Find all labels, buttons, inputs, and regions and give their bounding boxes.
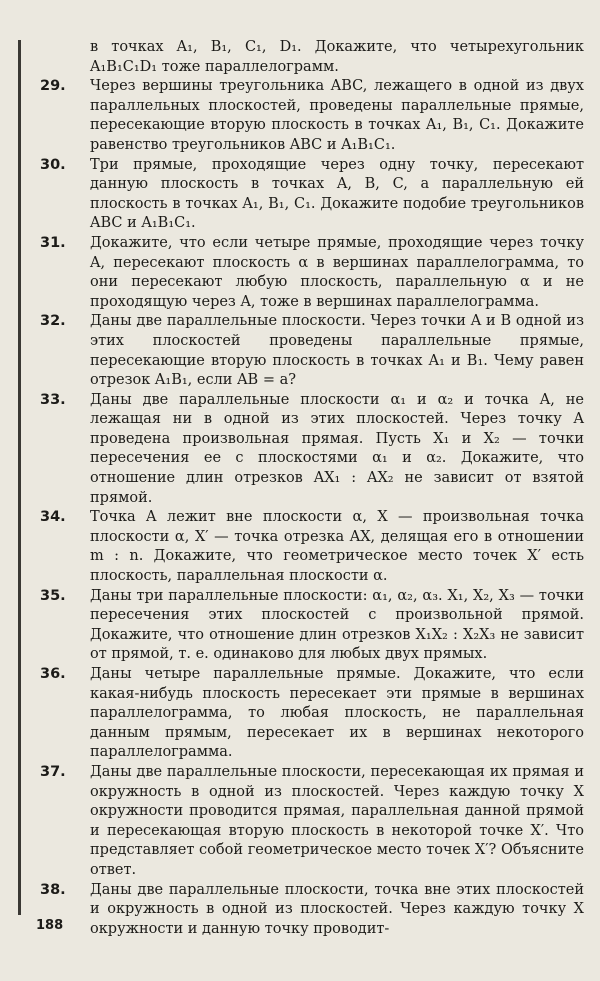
problem-35 [40, 587, 584, 665]
problem-number: 29. [40, 78, 66, 95]
problem-text: Через вершины треугольника ABC, лежащего в одной из двух параллельных плоскостей, проведены параллельные прямые, пересекающие вторую плоскость в точках A₁, B₁, C₁. Докажите равенство треугольников ABC и A₁B₁C₁. [90, 78, 584, 153]
margin-rule [18, 40, 21, 915]
problem-number: 31. [40, 234, 66, 251]
problem-number: 30. [40, 156, 66, 173]
problem-text: Точка A лежит вне плоскости α, X — произвольная точка плоскости α, X′ — точка отрезка AX, делящая его в отношении m : n. Докажите, что геометрическое место точек X′ есть плоскость, параллельная плоскости α. [90, 509, 584, 585]
problem-36 [40, 665, 584, 763]
page-number: 188 [36, 918, 64, 933]
problem-text: Даны две параллельные плоскости, точка вне этих плоскостей и окружность в одной из плоскостей. Через каждую точку X окружности и данную точку проводит- [90, 881, 584, 937]
problem-text: Даны две параллельные плоскости α₁ и α₂ и точка A, не лежащая ни в одной из этих плоскостей. Через точку A проведена произвольная прямая. Пусть X₁ и X₂ — точки пересечения ее с плоскостями α₁ и α₂. Докажите, что отношение длин отрезков AX₁ : AX₂ не зависит от взятой прямой. [90, 391, 584, 506]
problem-number: 37. [40, 763, 66, 780]
problem-number: 35. [40, 587, 66, 604]
problem-33 [40, 391, 584, 509]
problem-number: 32. [40, 313, 66, 330]
problem-29 [40, 77, 584, 155]
problem-text: Даны три параллельные плоскости: α₁, α₂, α₃. X₁, X₂, X₃ — точки пересечения этих плоскостей с произвольной прямой. Докажите, что отношение длин отрезков X₁X₂ : X₂X₃ не зависит от прямой, т. е. одинаково для любых двух прямых. [90, 587, 584, 663]
problem-text: Даны две параллельные плоскости. Через точки A и B одной из этих плоскостей проведены параллельные прямые, пересекающие вторую плоскость в точках A₁ и B₁. Чему равен отрезок A₁B₁, если AB = a? [90, 313, 584, 389]
problem-32 [40, 312, 584, 390]
problem-text: Докажите, что если четыре прямые, проходящие через точку A, пересекают плоскость α в вершинах параллелограмма, то они пересекают любую плоскость, параллельную α и не проходящую через A, тоже в вершинах параллелограмма. [90, 234, 584, 310]
problem-text: в точках A₁, B₁, C₁, D₁. Докажите, что четырехугольник A₁B₁C₁D₁ тоже параллелограмм. [90, 39, 584, 75]
problem-text: Даны четыре параллельные прямые. Докажите, что если какая-нибудь плоскость пересекает эти прямые в вершинах параллелограмма, то любая плоскость, не параллельная данным прямым, пересекает их в вершинах некоторого параллелограмма. [90, 666, 584, 761]
problem-30 [40, 156, 584, 234]
problem-text: Три прямые, проходящие через одну точку, пересекают данную плоскость в точках A, B, C, а параллельную ей плоскость в точках A₁, B₁, C₁. Докажите подобие треугольников ABC и A₁B₁C₁. [90, 156, 584, 232]
problem-31 [40, 234, 584, 312]
problem-number: 34. [40, 509, 66, 526]
problem-37 [40, 763, 584, 881]
problem-34 [40, 508, 584, 586]
problems-list [40, 38, 584, 939]
problem-number: 33. [40, 391, 66, 408]
problem-number: 38. [40, 881, 66, 898]
problem-38 [40, 881, 584, 940]
problem-number: 36. [40, 666, 66, 682]
problem-28-continuation [44, 38, 584, 77]
problem-text: Даны две параллельные плоскости, пересекающая их прямая и окружность в одной из плоскостей. Через каждую точку X окружности проводится прямая, параллельная данной прямой и пересекающая вторую плоскость в некоторой точке X′. Что представляет собой геометрическое место точек X′? Объясните ответ. [90, 763, 584, 878]
